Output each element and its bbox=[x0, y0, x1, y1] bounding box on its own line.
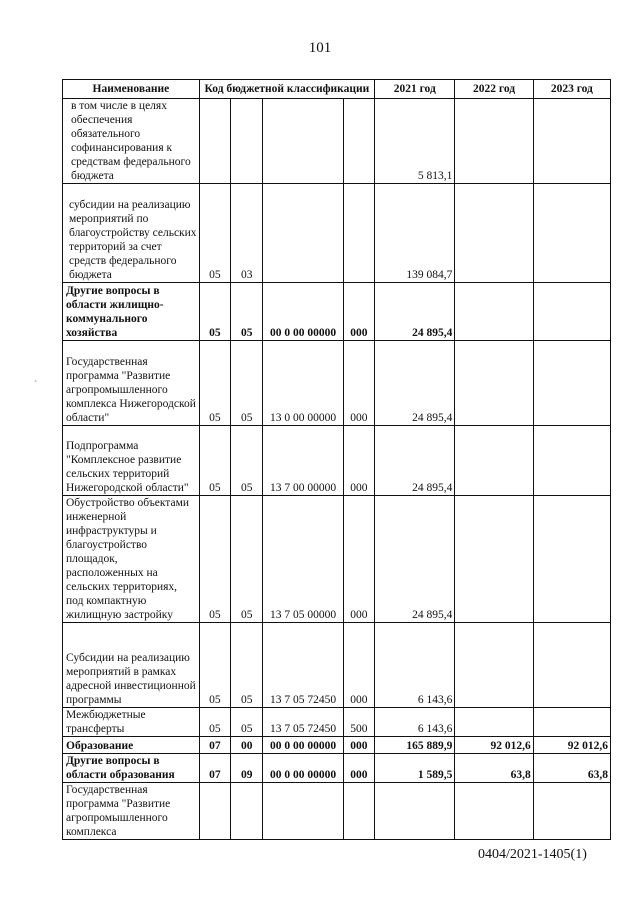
row-podrazdel: 09 bbox=[231, 754, 263, 783]
row-2022 bbox=[455, 426, 533, 496]
row-csr: 13 7 05 72450 bbox=[263, 708, 343, 737]
row-name: Подпрограмма "Комплексное развитие сельских территорий Нижегородской области" bbox=[63, 426, 200, 496]
row-2022: 63,8 bbox=[455, 754, 533, 783]
row-2022 bbox=[455, 496, 533, 623]
header-2022: 2022 год bbox=[455, 80, 533, 99]
row-razdel: 05 bbox=[199, 283, 230, 341]
row-vr: 000 bbox=[343, 737, 374, 754]
row-2023 bbox=[533, 283, 610, 341]
row-razdel: 05 bbox=[199, 496, 230, 623]
table-row bbox=[63, 99, 611, 184]
row-podrazdel: 05 bbox=[231, 708, 263, 737]
row-podrazdel bbox=[231, 99, 263, 184]
row-2023 bbox=[533, 184, 610, 283]
row-name: Образование bbox=[63, 737, 200, 754]
row-vr: 000 bbox=[343, 341, 374, 426]
row-2023: 92 012,6 bbox=[533, 737, 610, 754]
header-name: Наименование bbox=[63, 80, 200, 99]
header-2023: 2023 год bbox=[533, 80, 610, 99]
row-podrazdel: 05 bbox=[231, 426, 263, 496]
row-name: в том числе в целях обеспечения обязательного софинансирования к средствам федерального бюджета bbox=[63, 99, 200, 184]
row-2021: 24 895,4 bbox=[375, 283, 455, 341]
row-csr bbox=[263, 184, 343, 283]
row-2022: 92 012,6 bbox=[455, 737, 533, 754]
row-podrazdel: 00 bbox=[231, 737, 263, 754]
row-name: Государственная программа "Развитие агропромышленного комплекса Нижегородской области" bbox=[63, 341, 200, 426]
row-podrazdel: 05 bbox=[231, 496, 263, 623]
document-code: 0404/2021-1405(1) bbox=[478, 847, 587, 862]
row-podrazdel: 05 bbox=[231, 283, 263, 341]
row-2023 bbox=[533, 783, 610, 840]
row-2022 bbox=[455, 341, 533, 426]
row-podrazdel: 05 bbox=[231, 623, 263, 708]
page-number: 101 bbox=[308, 40, 332, 56]
header-code: Код бюджетной классификации bbox=[199, 80, 374, 99]
table-row bbox=[63, 623, 611, 708]
row-2023 bbox=[533, 623, 610, 708]
row-2021: 165 889,9 bbox=[375, 737, 455, 754]
table-row bbox=[63, 754, 611, 783]
row-vr: 000 bbox=[343, 496, 374, 623]
table-row bbox=[63, 184, 611, 283]
row-razdel: 05 bbox=[199, 184, 230, 283]
row-vr bbox=[343, 184, 374, 283]
row-2021: 6 143,6 bbox=[375, 623, 455, 708]
row-vr: 000 bbox=[343, 623, 374, 708]
row-razdel: 07 bbox=[199, 737, 230, 754]
table-row bbox=[63, 496, 611, 623]
row-csr: 13 0 00 00000 bbox=[263, 341, 343, 426]
row-2021: 5 813,1 bbox=[375, 99, 455, 184]
table-row bbox=[63, 341, 611, 426]
row-2021: 6 143,6 bbox=[375, 708, 455, 737]
row-csr bbox=[263, 99, 343, 184]
row-name: Межбюджетные трансферты bbox=[63, 708, 200, 737]
row-razdel: 05 bbox=[199, 426, 230, 496]
row-razdel: 05 bbox=[199, 623, 230, 708]
row-2022 bbox=[455, 283, 533, 341]
header-2021: 2021 год bbox=[375, 80, 455, 99]
row-razdel: 07 bbox=[199, 754, 230, 783]
table-row bbox=[63, 283, 611, 341]
row-csr: 13 7 05 72450 bbox=[263, 623, 343, 708]
row-razdel: 05 bbox=[199, 341, 230, 426]
row-2021: 139 084,7 bbox=[375, 184, 455, 283]
row-vr: 500 bbox=[343, 708, 374, 737]
row-vr: 000 bbox=[343, 754, 374, 783]
budget-table bbox=[62, 79, 611, 840]
table-row bbox=[63, 737, 611, 754]
row-2023 bbox=[533, 708, 610, 737]
row-csr: 13 7 00 00000 bbox=[263, 426, 343, 496]
row-2021: 24 895,4 bbox=[375, 341, 455, 426]
row-2023 bbox=[533, 426, 610, 496]
row-2023: 63,8 bbox=[533, 754, 610, 783]
row-2023 bbox=[533, 496, 610, 623]
row-name: Обустройство объектами инженерной инфраструктуры и благоустройство площадок, расположенных на сельских территориях, под компактную жилищную застройку bbox=[63, 496, 200, 623]
table-header-row bbox=[63, 80, 611, 99]
row-podrazdel: 03 bbox=[231, 184, 263, 283]
row-csr: 00 0 00 00000 bbox=[263, 737, 343, 754]
row-name: Другие вопросы в области жилищно-коммунального хозяйства bbox=[63, 283, 200, 341]
row-vr: 000 bbox=[343, 283, 374, 341]
row-2022 bbox=[455, 99, 533, 184]
row-2022 bbox=[455, 783, 533, 840]
row-2023 bbox=[533, 341, 610, 426]
row-razdel bbox=[199, 99, 230, 184]
table-row bbox=[63, 783, 611, 840]
row-name: Субсидии на реализацию мероприятий в рамках адресной инвестиционной программы bbox=[63, 623, 200, 708]
row-vr bbox=[343, 783, 374, 840]
row-2022 bbox=[455, 708, 533, 737]
stray-mark: ` bbox=[34, 380, 38, 391]
row-razdel: 05 bbox=[199, 708, 230, 737]
row-2023 bbox=[533, 99, 610, 184]
row-vr bbox=[343, 99, 374, 184]
row-name: субсидии на реализацию мероприятий по благоустройству сельских территорий за счет средств федерального бюджета bbox=[63, 184, 200, 283]
row-csr bbox=[263, 783, 343, 840]
row-csr: 00 0 00 00000 bbox=[263, 283, 343, 341]
table-row bbox=[63, 426, 611, 496]
table-row bbox=[63, 708, 611, 737]
row-razdel bbox=[199, 783, 230, 840]
row-2021: 24 895,4 bbox=[375, 496, 455, 623]
row-2021: 24 895,4 bbox=[375, 426, 455, 496]
row-name: Другие вопросы в области образования bbox=[63, 754, 200, 783]
row-2021: 1 589,5 bbox=[375, 754, 455, 783]
row-podrazdel bbox=[231, 783, 263, 840]
row-podrazdel: 05 bbox=[231, 341, 263, 426]
row-name: Государственная программа "Развитие агропромышленного комплекса bbox=[63, 783, 200, 840]
row-2022 bbox=[455, 623, 533, 708]
row-2022 bbox=[455, 184, 533, 283]
row-csr: 00 0 00 00000 bbox=[263, 754, 343, 783]
row-csr: 13 7 05 00000 bbox=[263, 496, 343, 623]
row-2021 bbox=[375, 783, 455, 840]
row-vr: 000 bbox=[343, 426, 374, 496]
